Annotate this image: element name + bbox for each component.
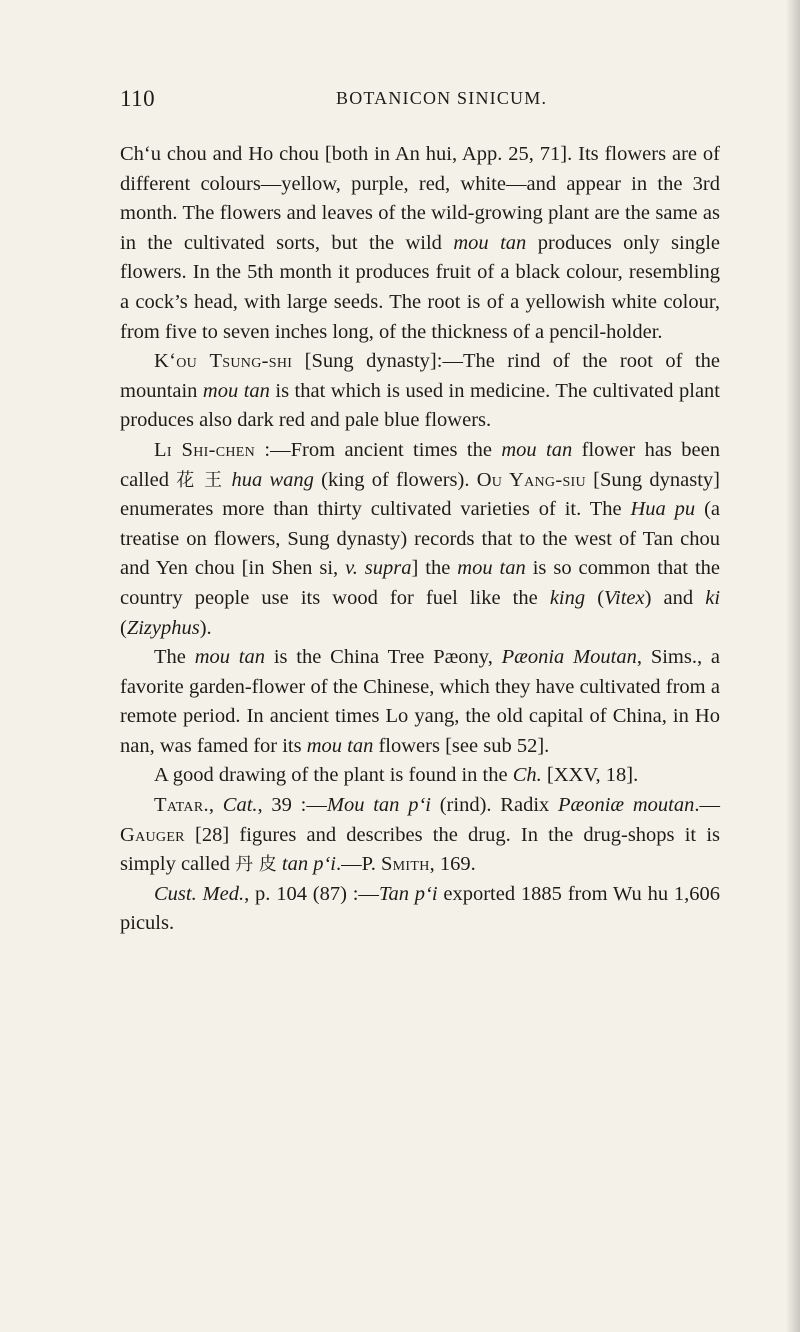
text-span: produces only single flowers. In the 5th month it produces fruit of a black colour, resembling a cock’s head, with large seeds. The root is of a yellowish white colour, from five to seven inches long, of the thickness of a pencil-holder. [120, 231, 721, 343]
text-span: , Sims., a favorite garden-flower of the Chinese, which they have cultivated from a remote period. In ancient times Lo yang, the old capital of China, in Ho nan, was famed for its [120, 646, 720, 757]
italic-term: mou tan [202, 379, 270, 402]
text-span: (a treatise on flowers, Sung dynasty) records that to the west of Tan chou and Yen chou [in Shen si, [120, 498, 720, 580]
text-span: .—P. [335, 853, 381, 876]
italic-term: Tan p‘i [378, 882, 438, 905]
text-span: (rind). Radix [430, 794, 559, 817]
text-span: :—From ancient times the [255, 438, 502, 461]
italic-term: mou tan [501, 438, 573, 461]
italic-term: mou tan [457, 557, 526, 580]
page-edge-shadow [786, 0, 800, 1332]
text-span: flowers [see sub 52]. [373, 734, 550, 757]
paragraph-good-drawing [120, 761, 720, 791]
author-name: Ou Yang-siu [476, 468, 586, 491]
text-span: [28] figures and describes the drug. In the drug-shops it is simply called [120, 823, 720, 876]
italic-term: mou tan [453, 231, 527, 254]
italic-term: Pæoniæ moutan [558, 794, 695, 817]
paragraph-cust-med [120, 880, 720, 939]
paragraph-china-tree-paeony [120, 643, 720, 761]
italic-term: Zizyphus [126, 616, 200, 639]
paragraph-kou-tsung-shi [120, 347, 720, 436]
text-span: A good drawing of the plant is found in the [154, 764, 513, 787]
chinese-characters: 丹 皮 [235, 854, 277, 876]
paragraph-tatar-cat [120, 791, 720, 880]
italic-term: hua wang [231, 468, 314, 491]
text-span: , 39 :— [257, 794, 327, 817]
text-span: is that which is used in medicine. The cultivated plant produces also dark red and pale blue flowers. [120, 379, 720, 432]
italic-term: Cat. [222, 794, 258, 817]
page-header [120, 86, 720, 120]
page-number: 110 [120, 86, 156, 111]
text-span: ( [585, 586, 605, 609]
text-span: , 169. [429, 853, 476, 876]
text-span: is the China Tree Pæony, [265, 646, 502, 669]
italic-term: Pæonia Moutan [501, 646, 637, 669]
italic-term: Ch. [512, 764, 542, 787]
author-name: Gauger [120, 823, 185, 846]
text-span: [Sung dynasty] enumerates more than thirty cultivated varieties of it. The [120, 468, 720, 521]
text-span: exported 1885 from Wu hu 1,606 piculs. [120, 882, 720, 935]
author-name: K‘ou Tsung-shi [154, 350, 293, 373]
text-span: The [154, 646, 195, 669]
text-span: flower has been called [120, 438, 721, 491]
author-name: Li Shi-chen [154, 438, 256, 461]
paragraph-li-shi-chen [120, 436, 720, 643]
text-span: ] the [411, 557, 458, 580]
author-name: Tatar. [154, 794, 209, 817]
italic-term: Vitex [604, 586, 645, 609]
italic-term: king [549, 586, 586, 609]
text-span: is so common that the country people use its wood for fuel like the [120, 557, 720, 609]
text-span [224, 469, 231, 491]
italic-term: Cust. Med. [154, 882, 245, 905]
text-span: .— [694, 794, 720, 817]
italic-term: mou tan [306, 734, 374, 757]
author-name: Smith [380, 853, 430, 876]
text-span: ). [199, 616, 212, 639]
text-span: [Sung dynasty]:—The rind of the root of the mountain [120, 350, 720, 402]
italic-term: ki [705, 586, 721, 609]
text-span: , p. 104 (87) :— [244, 882, 379, 905]
text-span: , [208, 794, 223, 817]
italic-term: tan p‘i [281, 853, 336, 876]
text-span: ( [120, 616, 127, 639]
italic-term: Mou tan p‘i [326, 794, 431, 817]
text-span: ) and [644, 586, 706, 609]
italic-term: Hua pu [630, 498, 696, 521]
italic-term: v. supra [345, 557, 412, 580]
running-title: BOTANICON SINICUM. [336, 88, 548, 108]
text-span: [XXV, 18]. [541, 764, 639, 787]
body-text [120, 140, 720, 939]
italic-term: mou tan [194, 646, 265, 669]
chinese-characters: 花 王 [176, 469, 225, 491]
text-span: (king of flowers). [313, 468, 477, 491]
text-span: Ch‘u chou and Ho chou [both in An hui, App. 25, 71]. Its flowers are of different colours—yellow, purple, red, white—and appear in the 3rd month. The flowers and leaves of the wild-growing plant are the same as in the cultivated sorts, but the wild [120, 143, 720, 254]
paragraph-chu-chou [120, 140, 720, 347]
